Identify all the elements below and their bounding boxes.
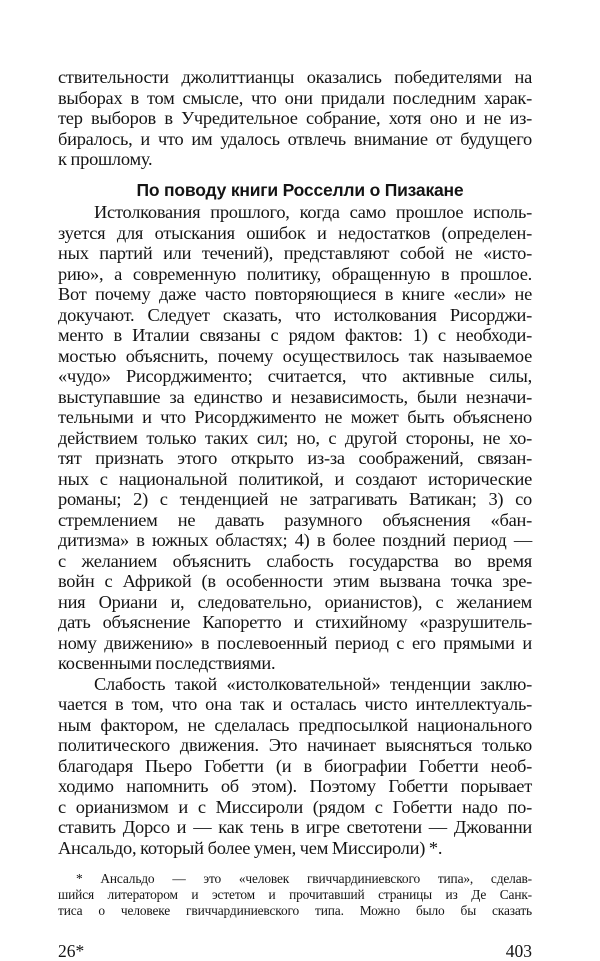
- text-line: косвенными последствиями.: [58, 653, 276, 673]
- text-line: Вот почему даже часто повторяющиеся в книге «если» не: [58, 284, 532, 304]
- text-line: выборах в том смысле, что они придали последним харак-: [58, 87, 532, 108]
- section-heading: По поводу книги Росселли о Пизакане: [136, 179, 464, 200]
- text-line: ходимо напомнить об этом). Поэтому Гобетти порывает: [58, 776, 532, 796]
- text-line: ставить Дорсо и — как тень в игре светотени — Джованни: [58, 817, 532, 837]
- text-line: выступавшие за единство и независимость, были незначи-: [58, 386, 532, 407]
- text-line: ному движению» в послевоенный период с его прямыми и: [58, 632, 532, 653]
- footnote-line: тиса о человеке гвиччардиниевского типа. Можно было бы сказать: [58, 903, 532, 918]
- footnote-line: шийся литератором и эстетом и прочитавший страницы из Де Санк-: [58, 887, 532, 902]
- text-line: ных партий или течений), представляют собой не «исто-: [58, 243, 532, 263]
- text-line: ным фактором, не сделалась предпосылкой национального: [58, 714, 532, 735]
- text-line: Истолкования прошлого, когда само прошлое исполь-: [94, 202, 532, 222]
- text-line: к прошлому.: [58, 149, 153, 169]
- text-line: действием только таких сил; но, с другой стороны, не хо-: [58, 427, 532, 448]
- text-line: стремлением не давать разумного объяснения «бан-: [58, 509, 532, 530]
- text-line: рию», а современную политику, обращенную в прошлое.: [58, 263, 532, 284]
- footnote-line: * Ансальдо — это «человек гвиччардиниевского типа», сделав-: [76, 871, 532, 886]
- signature-mark: 26*: [58, 941, 85, 961]
- text-line: благодаря Пьеро Гобетти (и в биографии Гобетти необ-: [58, 755, 532, 776]
- text-line: с желанием объяснить слабость государства во время: [58, 550, 532, 571]
- text-line: тельными и что Рисорджименто не может быть объяснено: [58, 407, 532, 427]
- text-line: Слабость такой «истолковательной» тенденции заклю-: [94, 673, 532, 694]
- text-line: ствительности джолиттианцы оказались победителями на: [58, 67, 532, 87]
- text-line: зуется для отыскания ошибок и недостатков (определен-: [58, 222, 532, 243]
- text-line: политического движения. Это начинает выясняться только: [58, 735, 532, 755]
- text-line: романы; 2) с тенденцией не затрагивать Ватикан; 3) со: [58, 489, 532, 509]
- text-line: мостью объяснить, почему осуществилось так называемое: [58, 345, 532, 366]
- text-line: дать объяснение Капоретто и стихийному «разрушитель-: [58, 612, 532, 632]
- text-line: докучают. Следует сказать, что истолкования Рисорджи-: [58, 304, 532, 325]
- text-line: менто в Италии связаны с рядом фактов: 1) с необходи-: [58, 325, 532, 345]
- text-line: дитизма» в южных областях; 4) в более поздний период —: [58, 530, 532, 550]
- text-line: ния Ориани и, следовательно, орианистов), с желанием: [58, 591, 532, 612]
- text-line: Ансальдо, который более умен, чем Миссироли) *.: [58, 837, 443, 858]
- text-line: с орианизмом и с Миссироли (рядом с Гобетти надо по-: [58, 796, 532, 817]
- text-line: «чудо» Рисорджименто; считается, что активные силы,: [58, 366, 532, 386]
- text-line: ных с национальной политикой, и создают исторические: [58, 468, 532, 489]
- text-line: тер выборов в Учредительное собрание, хотя оно и не из-: [58, 108, 532, 128]
- text-line: чается в том, что она так и осталась чисто интеллектуаль-: [58, 694, 532, 714]
- text-line: тят признать этого открыто из-за соображений, связан-: [58, 448, 532, 468]
- text-line: биралось, и что им удалось отвлечь внимание от будущего: [58, 128, 532, 149]
- page-number: 403: [505, 941, 532, 961]
- text-line: войн с Африкой (в особенности этим вызвана точка зре-: [58, 571, 532, 591]
